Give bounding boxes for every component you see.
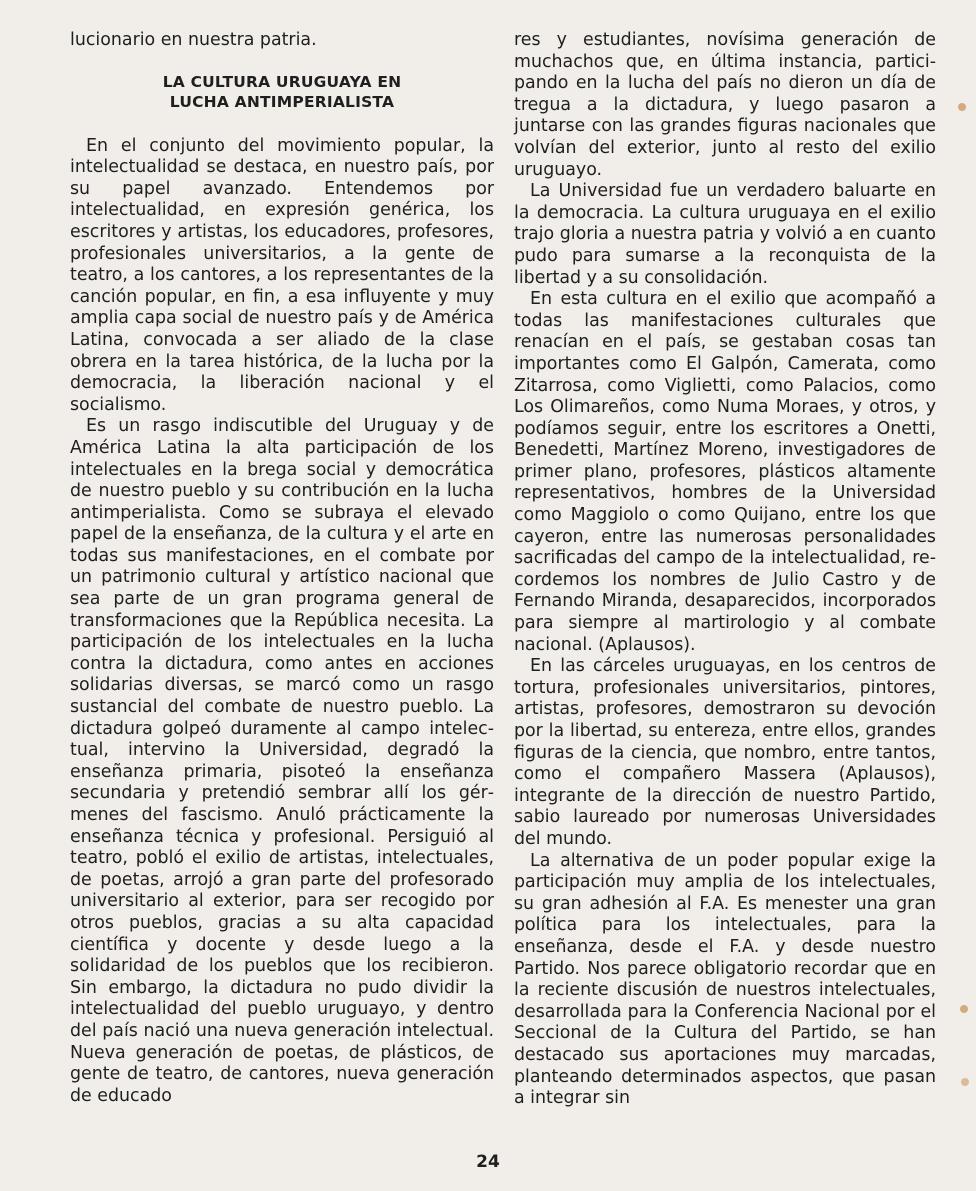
section-heading-line-2: LUCHA ANTIMPERIALISTA — [169, 92, 395, 111]
paper-stain-mark — [960, 1005, 968, 1013]
paper-stain-mark — [958, 103, 966, 111]
page-number: 24 — [476, 1152, 500, 1172]
paragraph: La alternativa de un poder popular exige la participación muy amplia de los intelectuales, su gran adhesión al F.A. Es menester una gran política para los intelectuales, para la enseñanza, desde el F.A. y desde nuestro Partido. Nos parece obligatorio recordar que en la reciente discusión de nuestros intelectuales, desarrollada para la Conferencia Nacional por el Seccional de la Cultura del Partido, se han destacado sus aportaciones muy marcadas, planteando determinados aspectos, que pasan a integrar sin — [514, 850, 936, 1109]
paragraph: La Universidad fue un verdadero baluarte en la democracia. La cultura uruguaya en el exilio trajo gloria a nuestra patria y volvió a en cuanto pudo para sumarse a la reconquista de la libertad y a su consolidación. — [514, 181, 936, 288]
paragraph: En esta cultura en el exilio que acompañó a todas las manifestaciones culturales que renacían en el país, se gestaban cosas tan importantes como El Galpón, Camerata, como Zitarrosa, como Viglietti, como Palacios, como Los Olimareños, como Numa Moraes, y otros, y podíamos seguir, entre los escritores a Onetti, Benedetti, Martínez Moreno, investigadores de primer plano, profesores, plásticos altamente representativos, hombres de la Universidad como Maggiolo o como Quijano, entre los que cayeron, entre las numerosas personalidades sacrificadas del campo de la intelectualidad, recordemos los nombres de Julio Castro y de Fernando Miranda, desaparecidos, incorporados para siempre al martirologio y al combate nacional. (Aplausos). — [514, 289, 936, 655]
intro-paragraph: lucionario en nuestra patria. — [70, 30, 317, 50]
paragraph: res y estudiantes, novísima generación de muchachos que, en última instancia, participando en la lucha del país no dieron un día de tregua a la dictadura, y luego pasaron a juntarse con las grandes figuras nacionales que volvían del exterior, junto al resto del exilio uruguayo. — [514, 30, 936, 180]
left-column — [70, 30, 494, 1107]
section-heading-line-1: LA CULTURA URUGUAYA EN — [162, 72, 402, 91]
section-heading — [70, 72, 494, 112]
right-column — [514, 30, 936, 1110]
paper-stain-mark — [961, 1078, 969, 1086]
paragraph: En el conjunto del movimiento popular, la intelectualidad se destaca, en nuestro país, por su papel avanzado. Entendemos por intelectualidad, en expresión genérica, los escritores y artistas, los educadores, profesores, profesionales universitarios, a la gente de teatro, a los cantores, a los representantes de la canción popular, en fin, a esa influyente y muy amplia capa social de nuestro país y de América Latina, convocada a ser aliado de la clase obrera en la tarea histórica, de la lucha por la democracia, la liberación nacional y el socialismo. — [70, 135, 494, 415]
paragraph: En las cárceles uruguayas, en los centros de tortura, profesionales universitarios, pintores, artistas, profesores, demostraron su devoción por la libertad, su entereza, entre ellos, grandes figuras de la ciencia, que nombro, entre tantos, como el compañero Massera (Aplausos), integrante de la dirección de nuestro Partido, sabio laureado por numerosas Universidades del mundo. — [514, 656, 936, 849]
paragraph: Es un rasgo indiscutible del Uruguay y de América Latina la alta participación de los intelectuales en la brega social y democrática de nuestro pueblo y su contribución en la lucha antimperialista. Como se subraya el elevado papel de la enseñanza, de la cultura y el arte en todas sus manifestaciones, en el combate por un patrimonio cultural y artístico nacional que sea parte de un gran programa general de transformaciones que la República necesita. La participación de los intelectuales en la lucha contra la dictadura, como antes en acciones solidarias diversas, se marcó como un rasgo sustancial del combate de nuestro pueblo. La dictadura golpeó duramente al campo intelectual, intervino la Universidad, degradó la enseñanza primaria, pisoteó la enseñanza secundaria y pretendió sembrar allí los gérmenes del fascismo. Anuló prácticamente la enseñanza técnica y profesional. Persiguió al teatro, pobló el exilio de artistas, intelectuales, de poetas, arrojó a gran parte del profesorado universitario al exterior, para ser recogido por otros pueblos, gracias a su alta capacidad científica y docente y desde luego a la solidaridad de los pueblos que los recibieron. Sin embargo, la dictadura no pudo dividir la intelectualidad del pueblo uruguayo, y dentro del país nació una nueva generación intelectual. Nueva generación de poetas, de plásticos, de gente de teatro, de cantores, nueva generación de educado — [70, 416, 494, 1106]
